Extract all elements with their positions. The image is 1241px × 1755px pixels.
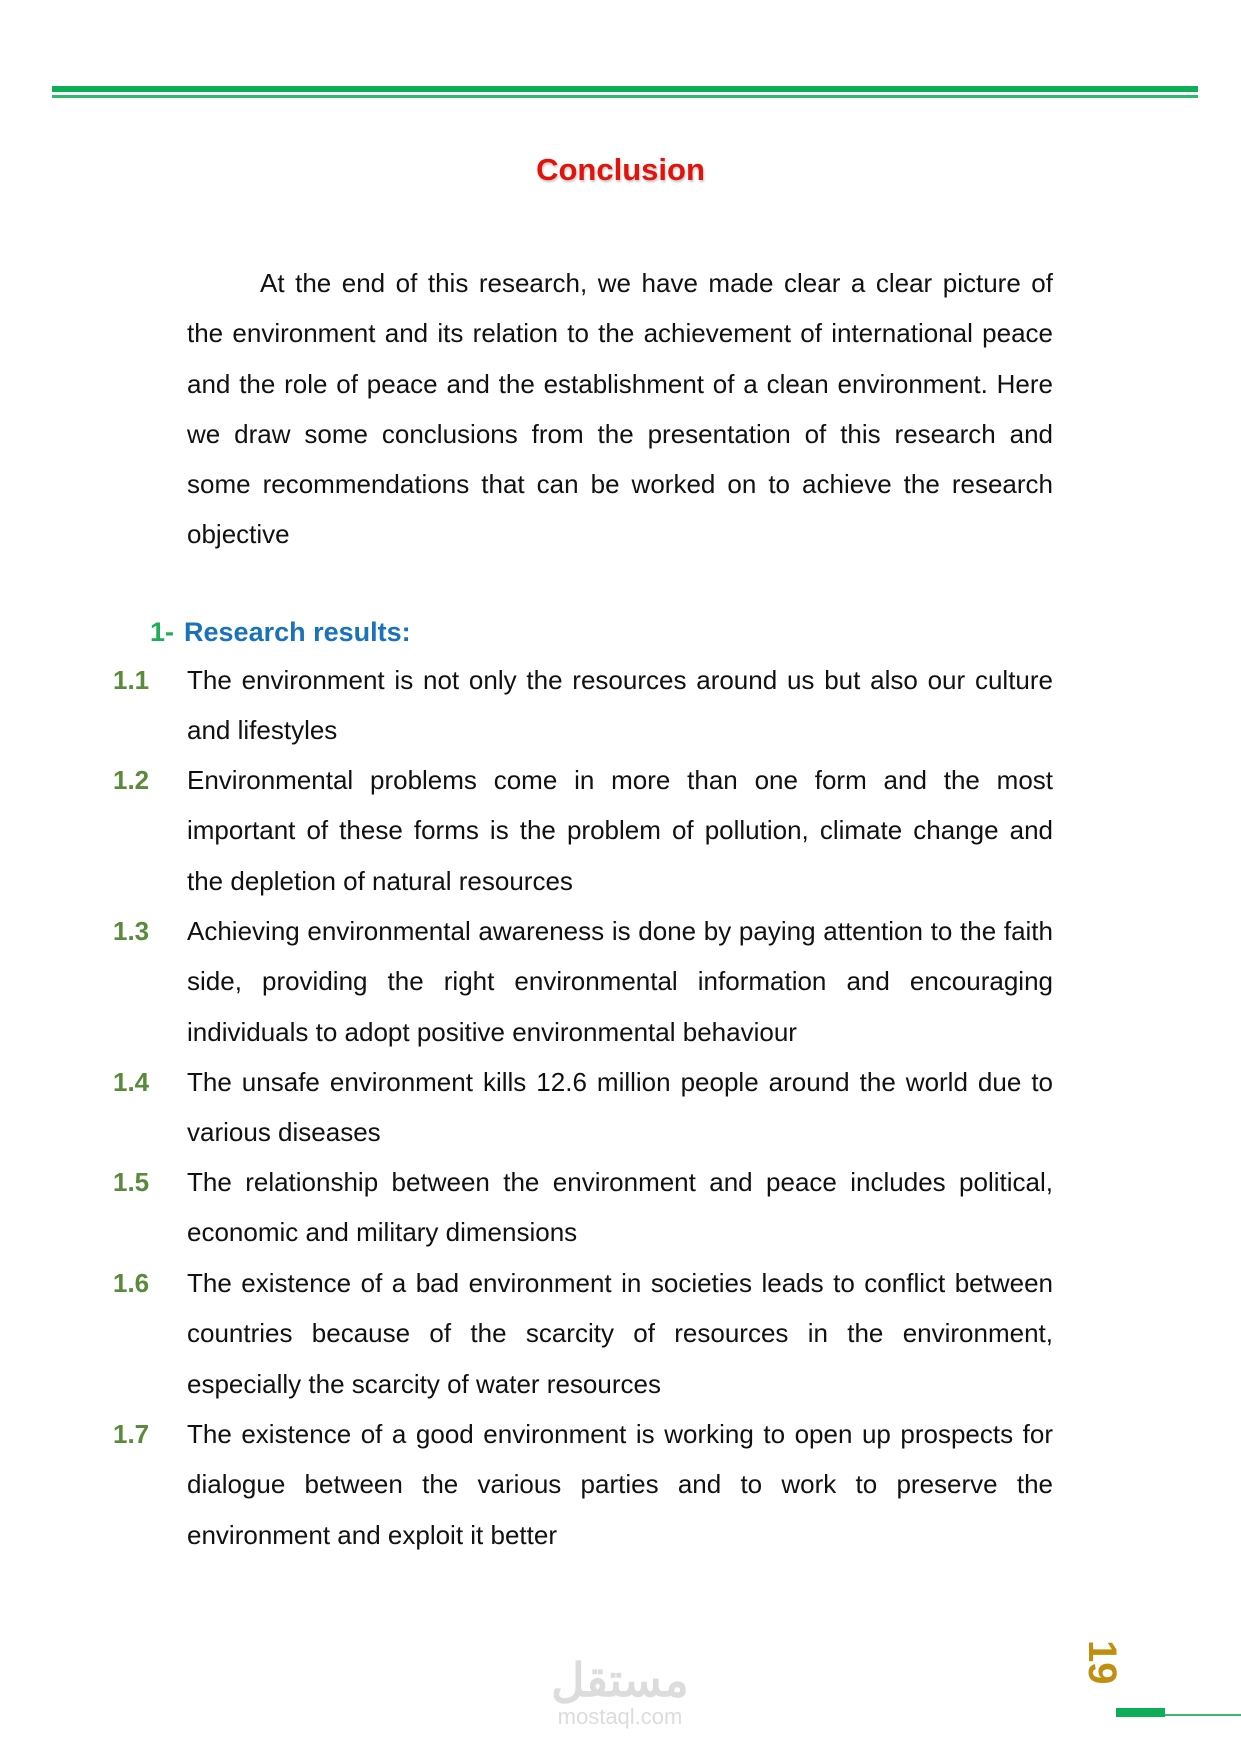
intro-paragraph: At the end of this research, we have made clear a clear picture of the environment and its relation to the achievement of international peace and the role of peace and the establishment of a clean environment. Here we draw some conclusions from the presentation of this research and some recommendations that can be worked on to achieve the research objective [187,268,1053,550]
section-heading [150,612,411,652]
watermark [540,1655,700,1729]
item-text: The existence of a bad environment in societies leads to conflict between countries because of the scarcity of resources in the environment, especially the scarcity of water resources [187,1268,1053,1399]
header-rule-thin [52,95,1198,98]
item-text: The relationship between the environment and peace includes political, economic and military dimensions [187,1167,1053,1248]
watermark-logo: مستقل [551,1654,689,1706]
item-number: 1.7 [113,1419,150,1449]
item-text: Achieving environmental awareness is done by paying attention to the faith side, providing the right environmental information and encouraging individuals to adopt positive environmental behaviour [187,916,1053,1047]
item-text: The environment is not only the resources around us but also our culture and lifestyles [187,665,1053,746]
item-number: 1.4 [113,1067,150,1097]
item-text: Environmental problems come in more than one form and the most important of these forms is the problem of pollution, climate change and the depletion of natural resources [187,765,1053,896]
item-number: 1.1 [113,665,150,695]
item-number: 1.2 [113,765,150,795]
page-number-bar [1116,1708,1165,1717]
item-number: 1.3 [113,916,150,946]
page-number: 19 [1080,1640,1124,1685]
watermark-url: mostaql.com [557,1704,683,1729]
header-rule-thick [52,86,1198,92]
item-number: 1.6 [113,1268,150,1298]
item-number: 1.5 [113,1167,150,1197]
item-text: The unsafe environment kills 12.6 million people around the world due to various diseases [187,1067,1053,1148]
section-number: 1- [150,617,175,647]
item-text: The existence of a good environment is working to open up prospects for dialogue between the various parties and to work to preserve the environment and exploit it better [187,1419,1053,1550]
page-title: Conclusion [536,152,705,187]
footer-rule [1165,1714,1241,1716]
section-label: Research results: [184,617,411,647]
